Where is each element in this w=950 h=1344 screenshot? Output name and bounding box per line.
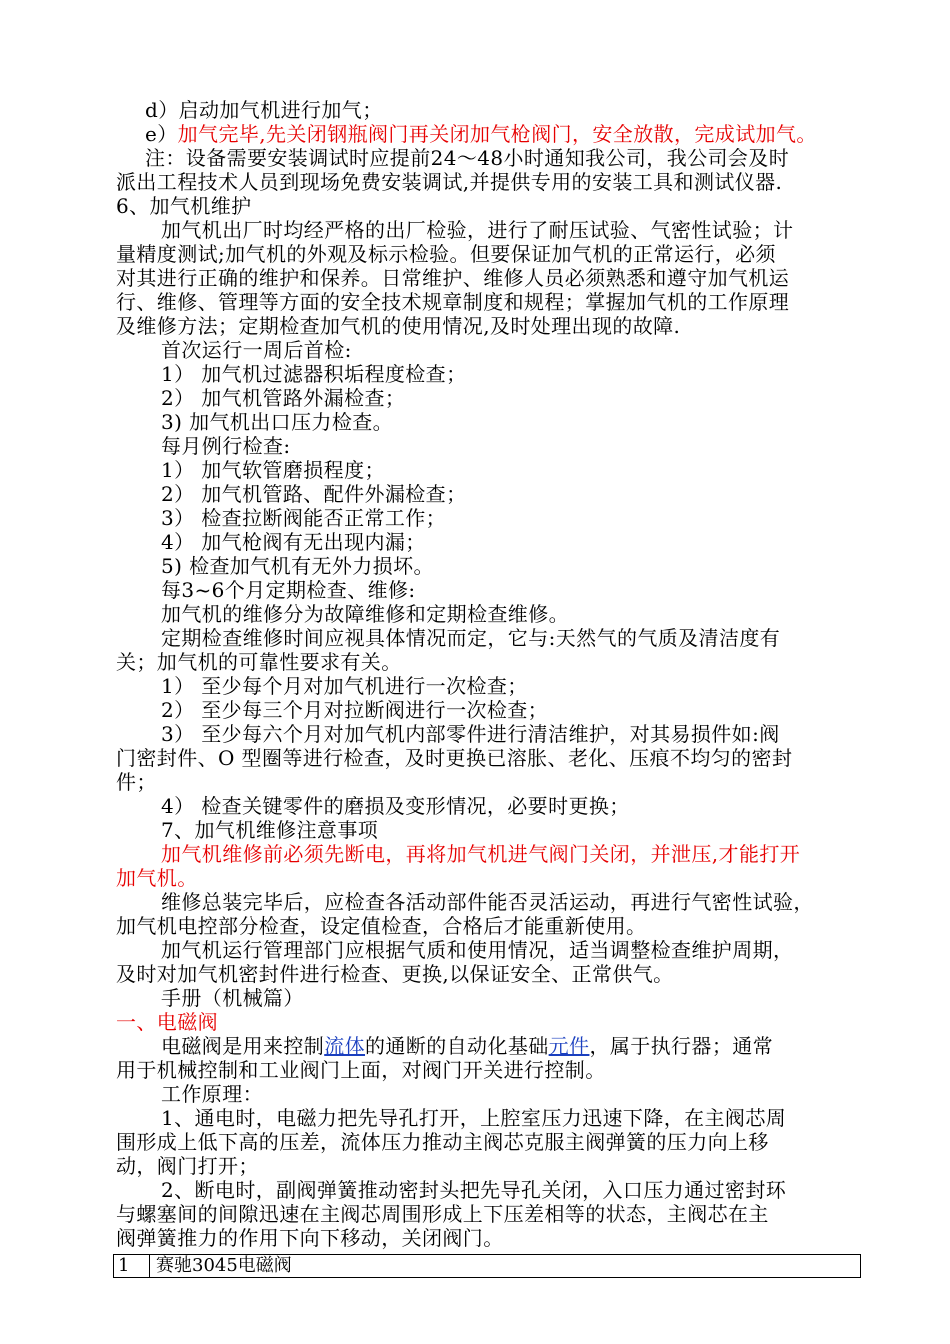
text-run: 的通断的自动化基础 xyxy=(365,1034,549,1058)
list-item: 4） 检查关键零件的磨损及变形情况，必要时更换； xyxy=(161,794,630,818)
text-line: d）启动加气机进行加气； xyxy=(145,98,383,122)
list-item: 1） 至少每个月对加气机进行一次检查； xyxy=(161,674,528,698)
text-line: 派出工程技术人员到现场免费安装调试,并提供专用的安装工具和测试仪器. xyxy=(116,170,783,194)
text-run: ，属于执行器；通常 xyxy=(589,1034,774,1058)
list-item: 5) 检查加气机有无外力损坏。 xyxy=(161,554,434,578)
section-heading: 7、加气机维修注意事项 xyxy=(161,818,379,842)
text-line: 2、断电时，副阀弹簧推动密封头把先导孔关闭，入口压力通过密封环 xyxy=(161,1178,787,1202)
text-line: 动，阀门打开； xyxy=(116,1154,259,1178)
link-component[interactable]: 元件 xyxy=(548,1034,590,1058)
text-run: 电磁阀是用来控制 xyxy=(161,1034,325,1058)
list-item: 2） 加气机管路、配件外漏检查； xyxy=(161,482,467,506)
text-line: 定期检查维修时间应视具体情况而定，它与:天然气的气质及清洁度有 xyxy=(161,626,781,650)
text-run: e） xyxy=(145,122,178,146)
list-item: 1） 加气机过滤器积垢程度检查； xyxy=(161,362,467,386)
text-line xyxy=(145,122,817,146)
text-line: 门密封件、O 型圈等进行检查，及时更换已溶胀、老化、压痕不均匀的密封 xyxy=(116,746,793,770)
link-fluid[interactable]: 流体 xyxy=(324,1034,366,1058)
list-item: 3） 至少每六个月对加气机内部零件进行清洁维护，对其易损件如:阀 xyxy=(161,722,780,746)
list-item: 2） 加气机管路外漏检查； xyxy=(161,386,406,410)
text-line xyxy=(161,1034,773,1058)
text-line: 件； xyxy=(116,770,157,794)
text-line: 工作原理： xyxy=(161,1082,263,1106)
text-line: 阀弹簧推力的作用下向下移动，关闭阀门。 xyxy=(116,1226,504,1250)
text-line: 与螺塞间的间隙迅速在主阀芯周围形成上下压差相等的状态，主阀芯在主 xyxy=(116,1202,769,1226)
list-item: 3） 检查拉断阀能否正常工作； xyxy=(161,506,447,530)
parts-table-row xyxy=(113,1254,861,1278)
table-cell-number: 1 xyxy=(114,1255,150,1277)
text-line: 注：设备需要安装调试时应提前24～48小时通知我公司，我公司会及时 xyxy=(145,146,790,170)
warning-text: 加气机。 xyxy=(116,866,198,890)
text-line: 量精度测试;加气机的外观及标示检验。但要保证加气机的正常运行，必须 xyxy=(116,242,776,266)
text-line: 首次运行一周后首检: xyxy=(161,338,352,362)
section-heading: 一、电磁阀 xyxy=(116,1010,218,1034)
text-line: 每月例行检查: xyxy=(161,434,291,458)
list-item: 2） 至少每三个月对拉断阀进行一次检查； xyxy=(161,698,549,722)
text-line: 加气机运行管理部门应根据气质和使用情况，适当调整检查维护周期， xyxy=(161,938,794,962)
text-line: 对其进行正确的维护和保养。日常维护、维修人员必须熟悉和遵守加气机运 xyxy=(116,266,790,290)
text-line: 手册（机械篇） xyxy=(161,986,304,1010)
list-item: 3) 加气机出口压力检查。 xyxy=(161,410,394,434)
section-heading: 6、加气机维护 xyxy=(116,194,252,218)
text-line: 及时对加气机密封件进行检查、更换,以保证安全、正常供气。 xyxy=(116,962,674,986)
text-line: 及维修方法；定期检查加气机的使用情况,及时处理出现的故障. xyxy=(116,314,681,338)
warning-text: 加气完毕,先关闭钢瓶阀门再关闭加气枪阀门，安全放散，完成试加气。 xyxy=(177,122,817,146)
text-line: 关；加气机的可靠性要求有关。 xyxy=(116,650,402,674)
text-line: 用于机械控制和工业阀门上面，对阀门开关进行控制。 xyxy=(116,1058,606,1082)
text-line: 加气机电控部分检查，设定值检查，合格后才能重新使用。 xyxy=(116,914,647,938)
text-line: 维修总装完毕后，应检查各活动部件能否灵活运动，再进行气密性试验， xyxy=(161,890,814,914)
text-line: 围形成上低下高的压差，流体压力推动主阀芯克服主阀弹簧的压力向上移 xyxy=(116,1130,769,1154)
list-item: 4） 加气枪阀有无出现内漏； xyxy=(161,530,426,554)
text-line: 每3~6个月定期检查、维修: xyxy=(161,578,416,602)
list-item: 1） 加气软管磨损程度； xyxy=(161,458,385,482)
table-cell-name: 赛驰3045电磁阀 xyxy=(156,1255,292,1276)
warning-text: 加气机维修前必须先断电，再将加气机进气阀门关闭，并泄压,才能打开 xyxy=(161,842,801,866)
text-line: 行、维修、管理等方面的安全技术规章制度和规程；掌握加气机的工作原理 xyxy=(116,290,790,314)
text-line: 1、通电时，电磁力把先导孔打开，上腔室压力迅速下降，在主阀芯周 xyxy=(161,1106,787,1130)
text-line: 加气机的维修分为故障维修和定期检查维修。 xyxy=(161,602,569,626)
text-line: 加气机出厂时均经严格的出厂检验，进行了耐压试验、气密性试验；计 xyxy=(161,218,794,242)
